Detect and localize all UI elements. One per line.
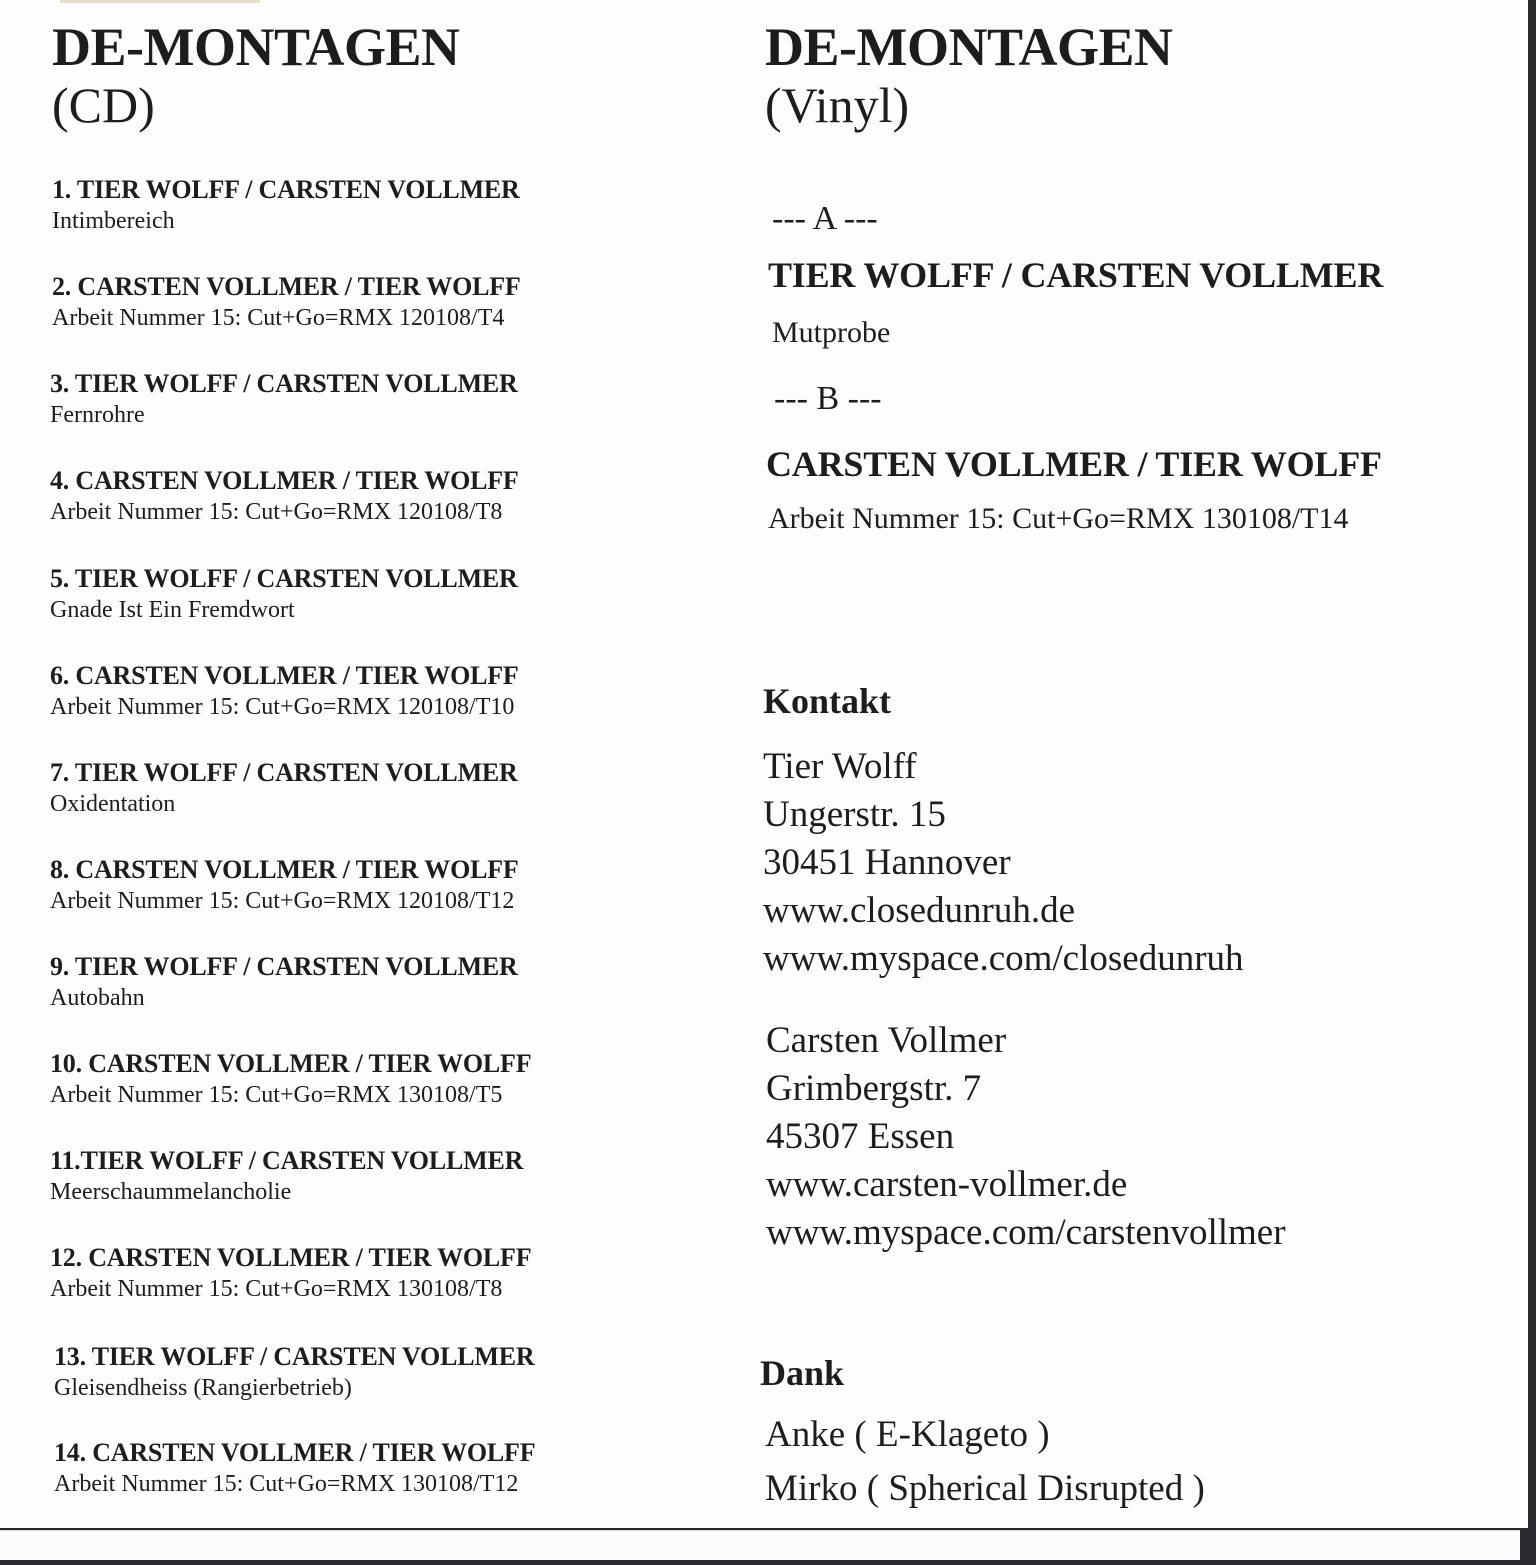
track-artist: 11.TIER WOLFF / CARSTEN VOLLMER <box>50 1146 524 1175</box>
contact-myspace-link[interactable]: www.myspace.com/closedunruh <box>763 938 1244 979</box>
cd-title: DE-MONTAGEN <box>52 17 460 77</box>
track-title: Arbeit Nummer 15: Cut+Go=RMX 120108/T4 <box>52 305 505 331</box>
contact-street: Grimbergstr. 7 <box>766 1068 982 1109</box>
contact-street: Ungerstr. 15 <box>763 794 946 835</box>
track-title: Arbeit Nummer 15: Cut+Go=RMX 120108/T8 <box>50 499 503 525</box>
contact-name: Tier Wolff <box>763 746 917 787</box>
contact-myspace-link[interactable]: www.myspace.com/carstenvollmer <box>766 1212 1286 1253</box>
track-item <box>50 465 519 527</box>
side-a-title: Mutprobe <box>772 316 891 349</box>
thanks-line: Anke ( E-Klageto ) <box>765 1414 1050 1455</box>
track-title: Fernrohre <box>50 402 145 428</box>
track-artist: 8. CARSTEN VOLLMER / TIER WOLFF <box>50 855 519 884</box>
vinyl-format: (Vinyl) <box>765 77 910 133</box>
track-item <box>52 271 521 333</box>
track-title: Gnade Ist Ein Fremdwort <box>50 597 295 623</box>
track-artist: 9. TIER WOLFF / CARSTEN VOLLMER <box>50 952 518 981</box>
track-title: Arbeit Nummer 15: Cut+Go=RMX 130108/T12 <box>54 1471 519 1497</box>
track-title: Oxidentation <box>50 791 176 817</box>
side-b-label: --- B --- <box>774 380 882 417</box>
track-item <box>50 563 518 625</box>
side-a-artist: TIER WOLFF / CARSTEN VOLLMER <box>768 255 1384 295</box>
track-artist: 2. CARSTEN VOLLMER / TIER WOLFF <box>52 272 521 301</box>
cd-header <box>52 18 692 134</box>
dank-heading: Dank <box>760 1353 845 1393</box>
track-title: Meerschaummelancholie <box>50 1179 292 1205</box>
track-artist: 6. CARSTEN VOLLMER / TIER WOLFF <box>50 661 519 690</box>
track-item <box>52 174 520 236</box>
side-b-title: Arbeit Nummer 15: Cut+Go=RMX 130108/T14 <box>768 502 1349 535</box>
track-artist: 13. TIER WOLFF / CARSTEN VOLLMER <box>54 1342 535 1371</box>
kontakt-heading: Kontakt <box>763 681 892 721</box>
track-item <box>54 1437 535 1499</box>
track-artist: 10. CARSTEN VOLLMER / TIER WOLFF <box>50 1049 532 1078</box>
side-b-artist: CARSTEN VOLLMER / TIER WOLFF <box>766 444 1382 484</box>
track-artist: 14. CARSTEN VOLLMER / TIER WOLFF <box>54 1438 536 1467</box>
track-item <box>50 660 519 722</box>
track-artist: 1. TIER WOLFF / CARSTEN VOLLMER <box>52 175 520 204</box>
track-item <box>50 368 518 430</box>
contact-city: 30451 Hannover <box>763 842 1011 883</box>
track-title: Arbeit Nummer 15: Cut+Go=RMX 130108/T5 <box>50 1082 503 1108</box>
track-item <box>50 1145 523 1207</box>
track-title: Arbeit Nummer 15: Cut+Go=RMX 120108/T10 <box>50 694 515 720</box>
contact-website-link[interactable]: www.closedunruh.de <box>763 890 1076 931</box>
track-item <box>50 854 519 916</box>
scan-edge-shade <box>60 0 260 3</box>
track-artist: 7. TIER WOLFF / CARSTEN VOLLMER <box>50 758 518 787</box>
vinyl-title: DE-MONTAGEN <box>765 17 1173 77</box>
vinyl-header <box>765 18 1505 134</box>
track-item <box>50 951 518 1013</box>
thanks-line: Mirko ( Spherical Disrupted ) <box>765 1468 1205 1509</box>
track-item <box>50 1048 531 1110</box>
track-title: Arbeit Nummer 15: Cut+Go=RMX 130108/T8 <box>50 1276 503 1302</box>
cd-format: (CD) <box>52 77 155 133</box>
track-title: Arbeit Nummer 15: Cut+Go=RMX 120108/T12 <box>50 888 515 914</box>
track-item <box>50 1242 531 1304</box>
track-title: Gleisendheiss (Rangierbetrieb) <box>54 1375 352 1401</box>
track-artist: 5. TIER WOLFF / CARSTEN VOLLMER <box>50 564 518 593</box>
track-item <box>54 1341 534 1403</box>
track-title: Intimbereich <box>52 208 175 234</box>
contact-city: 45307 Essen <box>766 1116 955 1157</box>
track-title: Autobahn <box>50 985 145 1011</box>
scan-bottom-strip <box>0 1530 1520 1560</box>
track-artist: 3. TIER WOLFF / CARSTEN VOLLMER <box>50 369 518 398</box>
contact-website-link[interactable]: www.carsten-vollmer.de <box>766 1164 1128 1205</box>
track-artist: 4. CARSTEN VOLLMER / TIER WOLFF <box>50 466 519 495</box>
track-artist: 12. CARSTEN VOLLMER / TIER WOLFF <box>50 1243 532 1272</box>
contact-name: Carsten Vollmer <box>766 1020 1007 1061</box>
side-a-label: --- A --- <box>772 200 878 237</box>
track-item <box>50 757 518 819</box>
